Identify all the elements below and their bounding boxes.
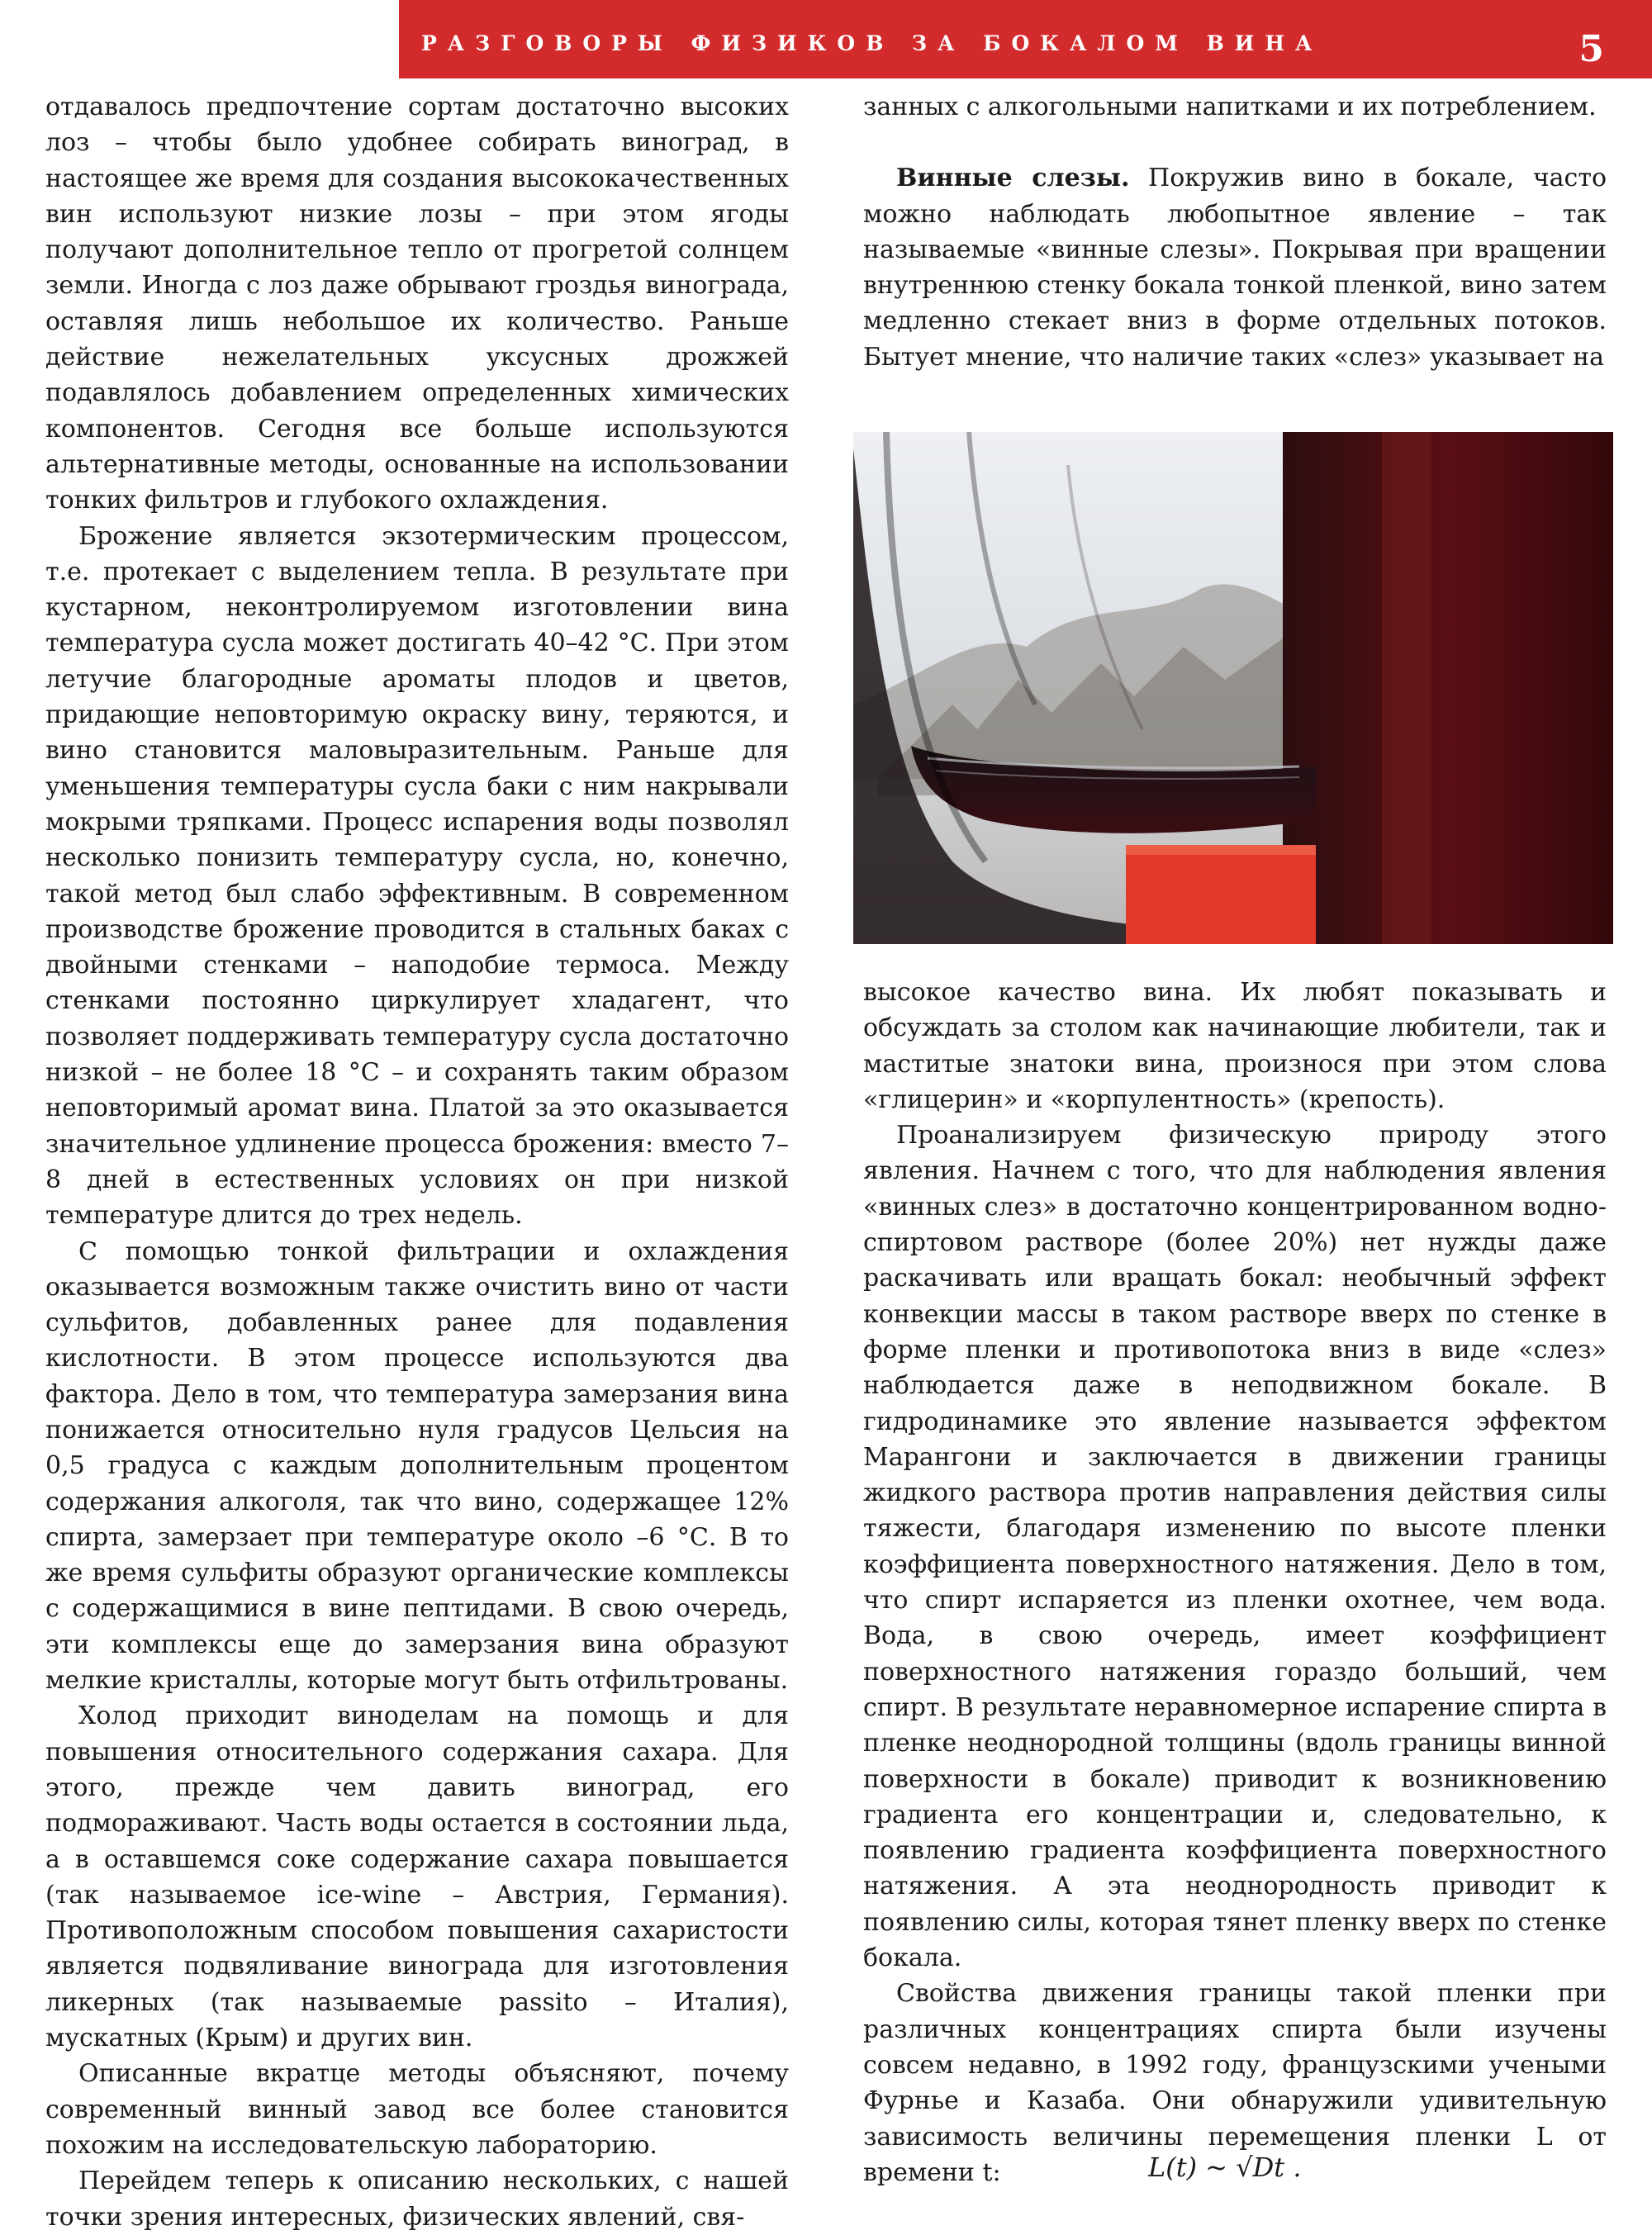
paragraph: Холод приходит виноделам на помощь и для повышения относительного содержания сахара. Для этого, прежде чем давить виноград, его подмораживают. Часть воды остается в состоянии льда, а в оставшемся соке содержание сахара повышается (так называемое ice-wine – Австрия, Германия). Противоположным способом повышения сахаристости является подвяливание винограда для изготовления ликерных (так называемые passito – Италия), мускатных (Крым) и других вин. (45, 1701, 789, 2053)
paragraph: С помощью тонкой фильтрации и охлаждения оказывается возможным также очистить вино от части сульфитов, добавленных ранее для подавления кислотности. В этом процессе используются два фактора. Дело в том, что температура замерзания вина понижается относительно нуля градусов Цельсия на 0,5 градуса с каждым дополнительным процентом содержания алкоголя, так что вино, содержащее 12% спирта, замерзает при температуре около –6 °С. В то же время сульфиты образуют органические комплексы с содержащимися в вине пептидами. В свою очередь, эти комплексы еще до замерзания вина образуют мелкие кристаллы, которые могут быть отфильтрованы. (45, 1236, 789, 1696)
left-column (45, 89, 789, 2235)
right-column-bottom (863, 975, 1607, 2190)
paragraph: отдавалось предпочтение сортам достаточно высоких лоз – чтобы было удобнее собирать виноград, в настоящее же время для создания высококачественных вин используют низкие лозы – при этом ягоды получают дополнительное тепло от прогретой солнцем земли. Иногда с лоз даже обрывают гроздья винограда, оставляя лишь небольшое их количество. Раньше действие нежелательных уксусных дрожжей подавлялось добавлением определенных химических компонентов. Сегодня все больше используются альтернативные методы, основанные на использовании тонких фильтров и глубокого охлаждения. (45, 93, 789, 515)
wine-glass-photo (853, 432, 1613, 944)
section-heading: Винные слезы. (896, 164, 1130, 193)
page-number: 5 (1578, 28, 1604, 70)
formula: L(t) ~ √Dt . (1148, 2152, 1302, 2183)
paragraph: Свойства движения границы такой пленки при различных концентрациях спирта были изучены совсем недавно, в 1992 году, французскими учеными Фурнье и Казаба. Они обнаружили удивительную зависимость величины перемещения пленки L от времени t: (863, 1979, 1607, 2187)
section-intro: Покружив вино в бокале, часто можно наблюдать любопытное явление – так называемые «винные слезы». Покрывая при вращении внутреннюю стенку бокала тонкой пленкой, вино затем медленно стекает вниз в форме отдельных потоков. Бытует мнение, что наличие таких «слез» указывает на (863, 164, 1607, 372)
paragraph: высокое качество вина. Их любят показывать и обсуждать за столом как начинающие любители, так и маститые знатоки вина, произнося при этом слова «глицерин» и «корпулентность» (крепость). (863, 978, 1607, 1114)
paragraph: Описанные вкратце методы объясняют, почему современный винный завод все более становится похожим на исследовательскую лабораторию. (45, 2059, 789, 2160)
section-intro-paragraph (863, 160, 1607, 375)
paragraph: Брожение является экзотермическим процессом, т.е. протекает с выделением тепла. В результате при кустарном, неконтролируемом изготовлении вина температура сусла может достигать 40–42 °С. При этом летучие благородные ароматы плодов и цветов, придающие неповторимую окраску вину, теряются, и вино становится маловыразительным. Раньше для уменьшения температуры сусла баки с ним накрывали мокрыми тряпками. Процесс испарения воды позволял несколько понизить температуру сусла, но, конечно, такой метод был слабо эффективным. В современном производстве брожение проводится в стальных баках с двойными стенками – наподобие термоса. Между стенками постоянно циркулирует хладагент, что позволяет поддерживать температуру сусла достаточно низкой – не более 18 °С – и сохранять таким образом неповторимый аромат вина. Платой за это оказывается значительное удлинение процесса брожения: вместо 7–8 дней в естественных условиях он при низкой температуре длится до трех недель. (45, 521, 789, 1231)
paragraph: Перейдем теперь к описанию нескольких, с нашей точки зрения интересных, физических явлений, свя- (45, 2166, 789, 2232)
paragraph: Проанализируем физическую природу этого явления. Начнем с того, что для наблюдения явления «винных слез» в достаточно концентрированном водно-спиртовом растворе (более 20%) нет нужды даже раскачивать или вращать бокал: необычный эффект конвекции массы в таком растворе вверх по стенке в форме пленки и противопотока вниз в виде «слез» наблюдается даже в неподвижном бокале. В гидродинамике это явление называется эффектом Марангони и заключается в движении границы жидкого раствора против направления действия силы тяжести, благодаря изменению по высоте пленки коэффициента поверхностного натяжения. Дело в том, что спирт испаряется из пленки охотнее, чем вода. Вода, в свою очередь, имеет коэффициент поверхностного натяжения гораздо больший, чем спирт. В результате неравномерное испарение спирта в пленке неоднородной толщины (вдоль границы винной поверхности в бокале) приводит к возникновению градиента его концентрации и, следовательно, к появлению градиента коэффициента поверхностного натяжения. А эта неоднородность приводит к появлению силы, которая тянет пленку вверх по стенке бокала. (863, 1121, 1607, 1973)
paragraph: занных с алкогольными напитками и их потреблением. (863, 93, 1597, 121)
right-column-top (863, 89, 1607, 375)
running-header-title: РАЗГОВОРЫ ФИЗИКОВ ЗА БОКАЛОМ ВИНА (421, 31, 1323, 55)
